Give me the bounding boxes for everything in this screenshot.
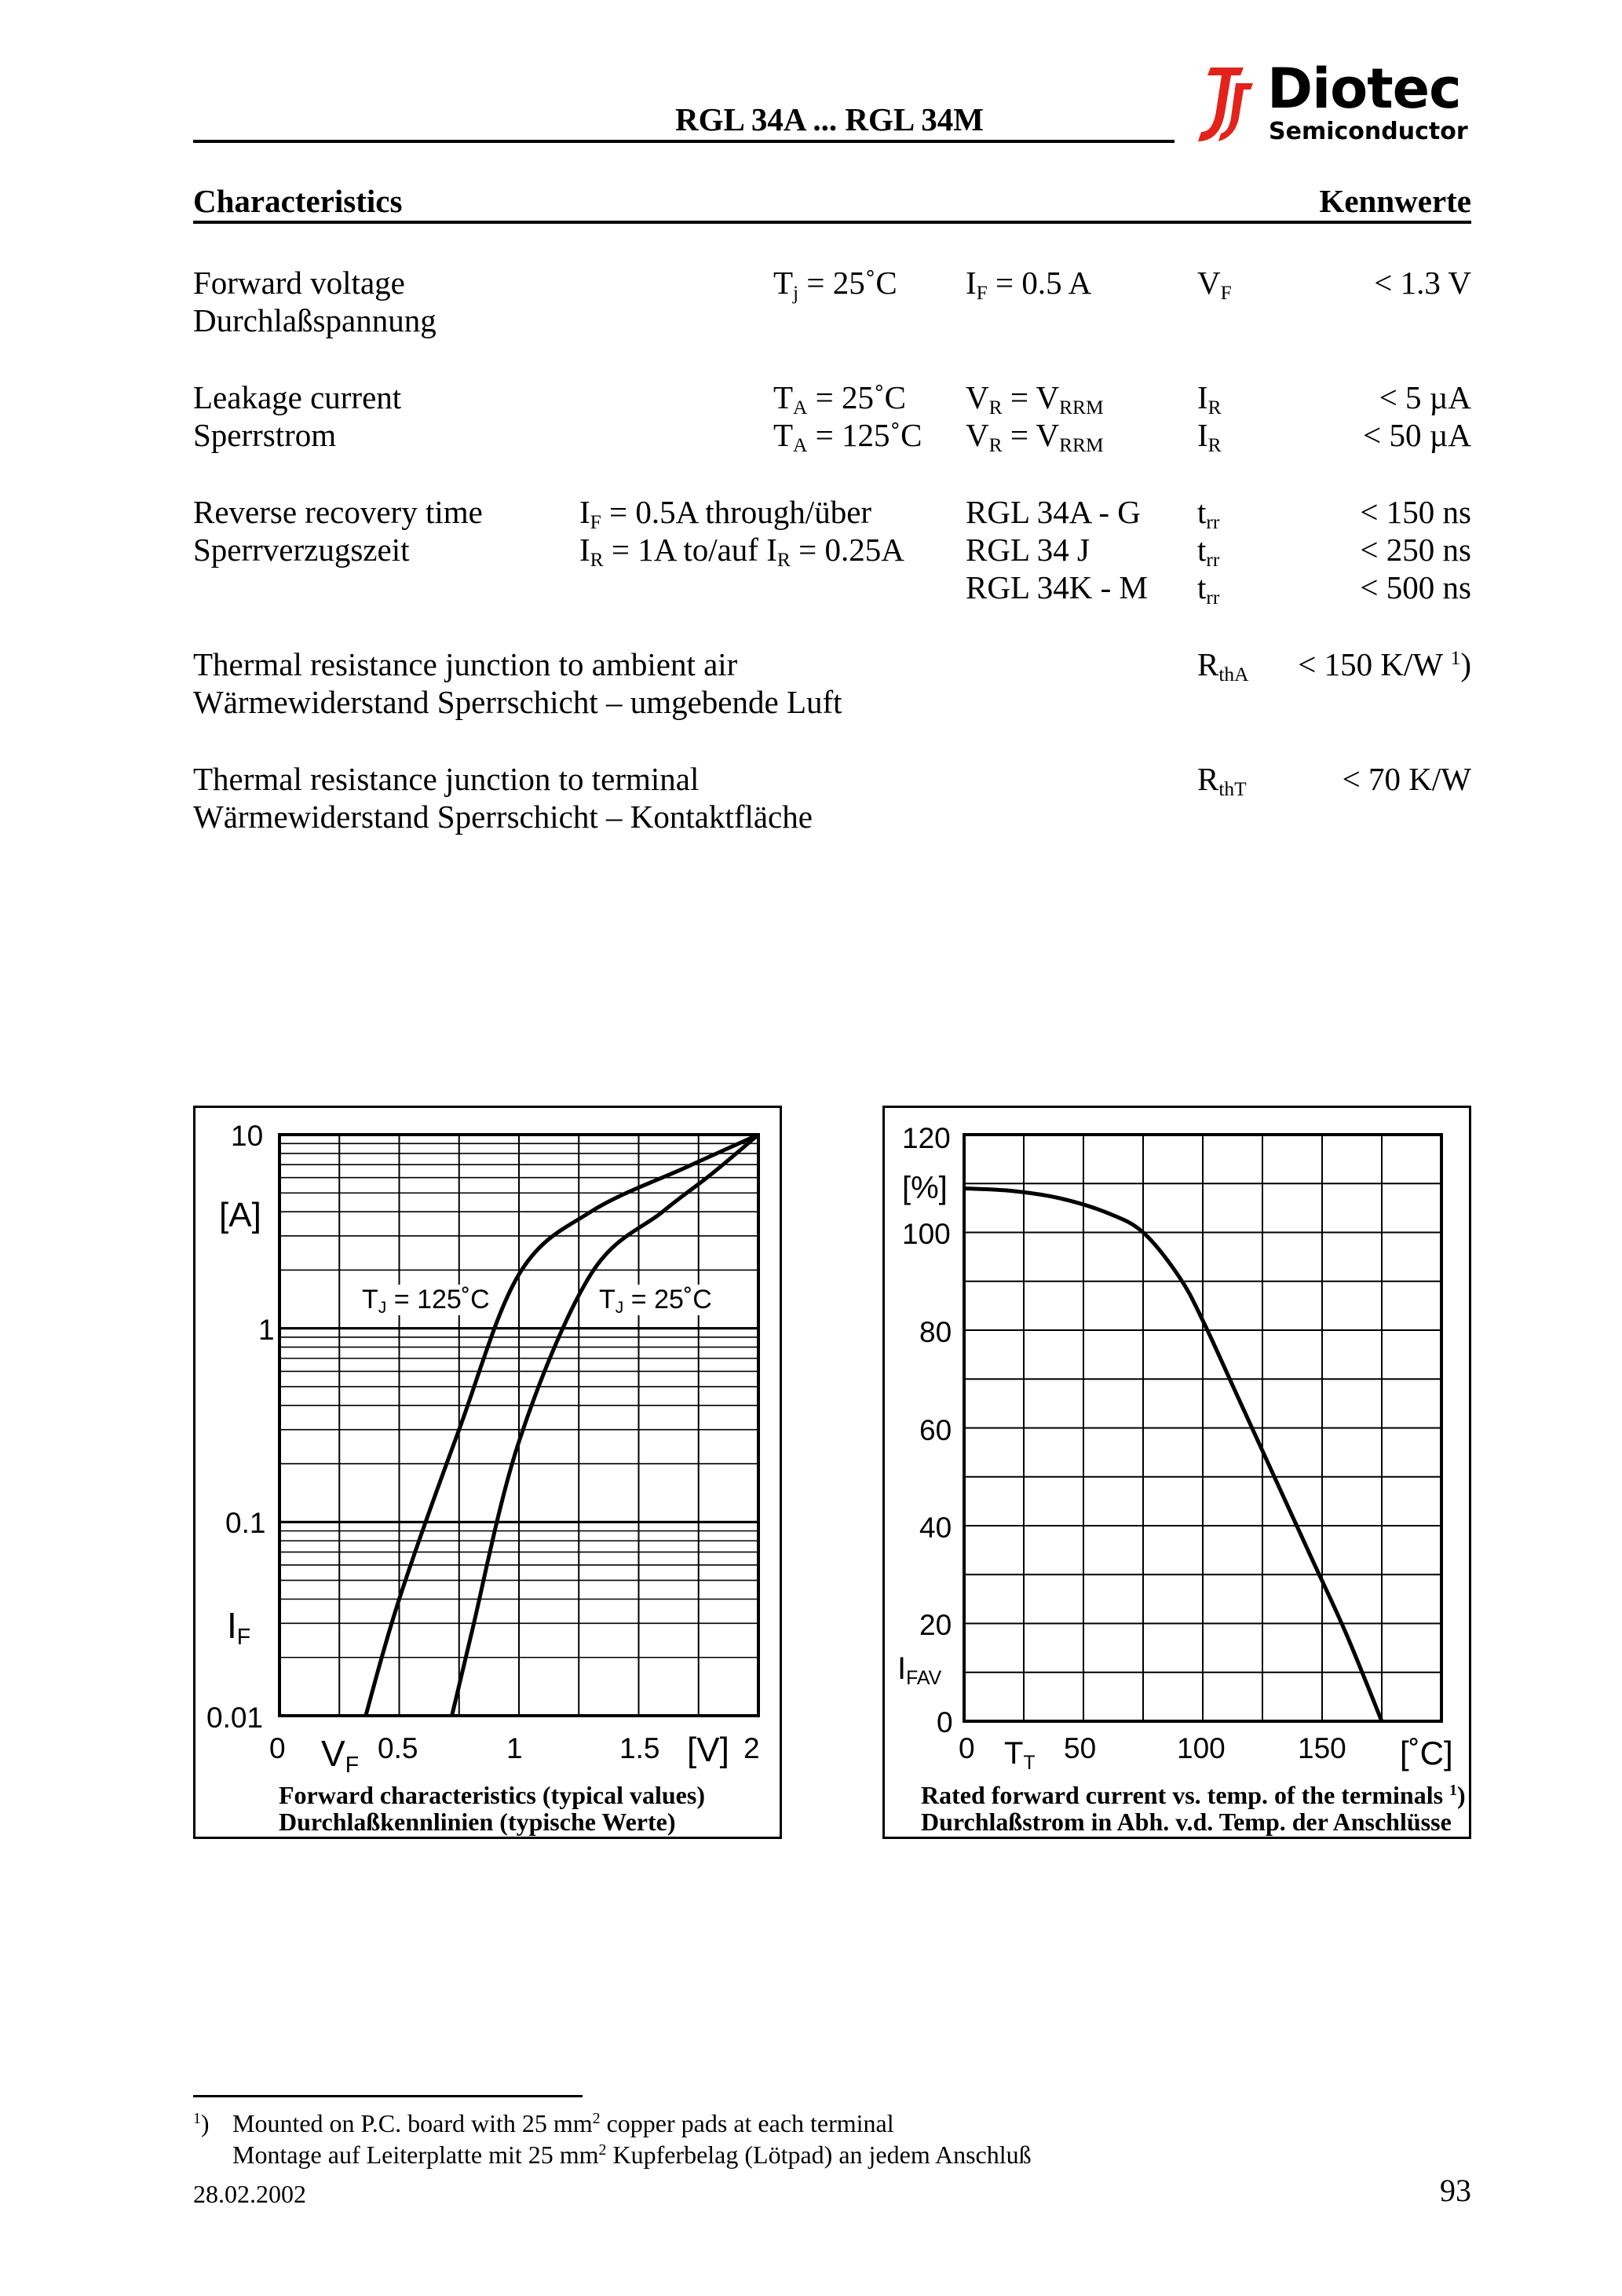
chart1-xtick-0: 0	[269, 1732, 286, 1764]
chart1-yunit: [A]	[219, 1196, 261, 1234]
chart1-curve-125c	[366, 1135, 758, 1716]
chart2-xtick-50: 50	[1064, 1732, 1097, 1764]
forward-voltage-temp: $T_j$ = 25˚C	[773, 265, 897, 305]
chart2-xtick-150: 150	[1298, 1732, 1346, 1764]
leakage-value-1: < 5 µA	[1379, 379, 1471, 415]
leakage-value-2: < 50 µA	[1363, 417, 1471, 453]
chart1-ytick-10: 10	[231, 1120, 264, 1152]
chart1-xtick-1: 1	[506, 1732, 523, 1764]
forward-characteristics-plot	[193, 1106, 782, 1839]
recovery-cond-1: $I_F = 0.5A$ through/über	[579, 494, 872, 534]
section-kennwerte: Kennwerte	[1319, 183, 1471, 219]
recovery-symbol-2: $t_{rr}$	[1197, 532, 1220, 572]
rated-current-chart	[882, 1106, 1471, 1839]
recovery-label-en: Reverse recovery time	[193, 494, 483, 530]
thermal-air-label-de: Wärmewiderstand Sperrschicht – umgebende Luft	[193, 684, 842, 720]
chart1-series-label-25: $T_J$ = 25˚C	[596, 1285, 715, 1315]
forward-voltage-current: $I_F = 0.5$ A	[966, 265, 1092, 305]
leakage-temp-1: $T_A$ = 25˚C	[773, 379, 907, 419]
chart2-ytick-60: 60	[919, 1414, 952, 1446]
chart2-xtick-100: 100	[1177, 1732, 1226, 1764]
chart1-xtick-0-5: 0.5	[378, 1732, 418, 1764]
recovery-type-3: RGL 34K - M	[966, 569, 1148, 605]
chart1-xtick-2: 2	[743, 1732, 760, 1764]
leakage-symbol-2: $I_R$	[1197, 417, 1222, 457]
chart2-ytick-20: 20	[919, 1609, 952, 1641]
recovery-symbol-3: $t_{rr}$	[1197, 569, 1220, 609]
chart1-ylabel: $I_F$	[227, 1605, 251, 1650]
forward-characteristics-chart	[193, 1106, 782, 1839]
chart2-derating-curve	[964, 1189, 1382, 1722]
chart2-caption-de: Durchlaßstrom in Abh. v.d. Temp. der Anschlüsse	[921, 1808, 1452, 1836]
rated-current-plot	[882, 1106, 1471, 1839]
brand-name: Diotec	[1267, 57, 1461, 121]
chart1-ytick-0-1: 0.1	[225, 1507, 266, 1539]
section-rule	[193, 221, 1471, 224]
recovery-label-de: Sperrverzugszeit	[193, 532, 410, 568]
chart1-curve-25c	[452, 1135, 758, 1716]
footnote-line-de: Montage auf Leiterplatte mit 25 $mm^2$ Kupferbelag (Lötpad) an jedem Anschluß	[232, 2141, 1032, 2169]
recovery-symbol-1: $t_{rr}$	[1197, 494, 1220, 534]
thermal-terminal-symbol: $R_{thT}$	[1197, 761, 1247, 801]
leakage-symbol-1: $I_R$	[1197, 379, 1222, 419]
chart2-xlabel: $T_T$	[1004, 1736, 1036, 1774]
chart2-xunit: [˚C]	[1400, 1735, 1453, 1771]
chart1-series-label-125: $T_J$ = 125˚C	[359, 1285, 493, 1315]
footer-date: 28.02.2002	[193, 2180, 306, 2208]
leakage-temp-2: $T_A$ = 125˚C	[773, 417, 922, 457]
brand-sub: Semiconductor	[1269, 118, 1468, 145]
footer-page: 93	[1440, 2173, 1471, 2208]
thermal-terminal-label-en: Thermal resistance junction to terminal	[193, 761, 700, 797]
recovery-type-2: RGL 34 J	[966, 532, 1090, 568]
thermal-air-symbol: $R_{thA}$	[1197, 646, 1249, 686]
thermal-terminal-label-de: Wärmewiderstand Sperrschicht – Kontaktfläche	[193, 799, 813, 835]
chart2-ytick-100: 100	[902, 1218, 951, 1250]
chart1-ytick-0-01: 0.01	[206, 1702, 264, 1734]
chart1-xunit: [V]	[687, 1731, 729, 1769]
recovery-type-1: RGL 34A - G	[966, 494, 1141, 530]
chart2-ytick-80: 80	[919, 1316, 952, 1348]
recovery-value-3: < 500 ns	[1360, 569, 1471, 605]
diotec-logo	[1195, 57, 1470, 149]
thermal-air-value: < 150 K/W $^1$)	[1298, 646, 1471, 682]
chart1-ytick-1: 1	[258, 1314, 275, 1346]
forward-voltage-label-en: Forward voltage	[193, 265, 405, 301]
recovery-value-2: < 250 ns	[1360, 532, 1471, 568]
header-rule	[193, 140, 1174, 143]
footnote-mark: $^1$)	[193, 2109, 210, 2137]
footnote-line-en: Mounted on P.C. board with 25 $mm^2$ copper pads at each terminal	[232, 2109, 894, 2137]
section-characteristics: Characteristics	[193, 183, 403, 219]
thermal-terminal-value: < 70 K/W	[1342, 761, 1471, 797]
chart1-caption-de: Durchlaßkennlinien (typische Werte)	[279, 1808, 676, 1836]
forward-voltage-symbol: $V_F$	[1197, 265, 1232, 305]
chart2-yunit: [%]	[902, 1171, 948, 1205]
recovery-value-1: < 150 ns	[1360, 494, 1471, 530]
leakage-label-de: Sperrstrom	[193, 417, 337, 453]
chart2-ytick-120: 120	[902, 1122, 951, 1154]
chart1-caption-en: Forward characteristics (typical values)	[279, 1781, 705, 1809]
diotec-logo-icon	[1195, 63, 1256, 148]
leakage-cond-2: $V_R = V_{RRM}$	[966, 417, 1104, 457]
forward-voltage-label-de: Durchlaßspannung	[193, 302, 437, 338]
chart2-ylabel: $I_{FAV}$	[897, 1651, 942, 1689]
chart2-caption-en: Rated forward current vs. temp. of the terminals $^1$)	[921, 1781, 1466, 1809]
leakage-label-en: Leakage current	[193, 379, 402, 415]
recovery-cond-2: $I_R = 1A$ to/auf $I_R = 0.25A$	[579, 532, 904, 572]
thermal-air-label-en: Thermal resistance junction to ambient air	[193, 646, 738, 682]
chart2-ytick-0: 0	[937, 1706, 953, 1738]
leakage-cond-1: $V_R = V_{RRM}$	[966, 379, 1104, 419]
header-title: RGL 34A ... RGL 34M	[675, 101, 984, 137]
footnote-rule	[193, 2095, 583, 2097]
chart2-xtick-0: 0	[959, 1732, 975, 1764]
chart2-ytick-40: 40	[919, 1512, 952, 1544]
forward-voltage-value: < 1.3 V	[1374, 265, 1471, 301]
chart1-xtick-1-5: 1.5	[619, 1732, 660, 1764]
chart1-xlabel: $V_F$	[321, 1733, 360, 1778]
